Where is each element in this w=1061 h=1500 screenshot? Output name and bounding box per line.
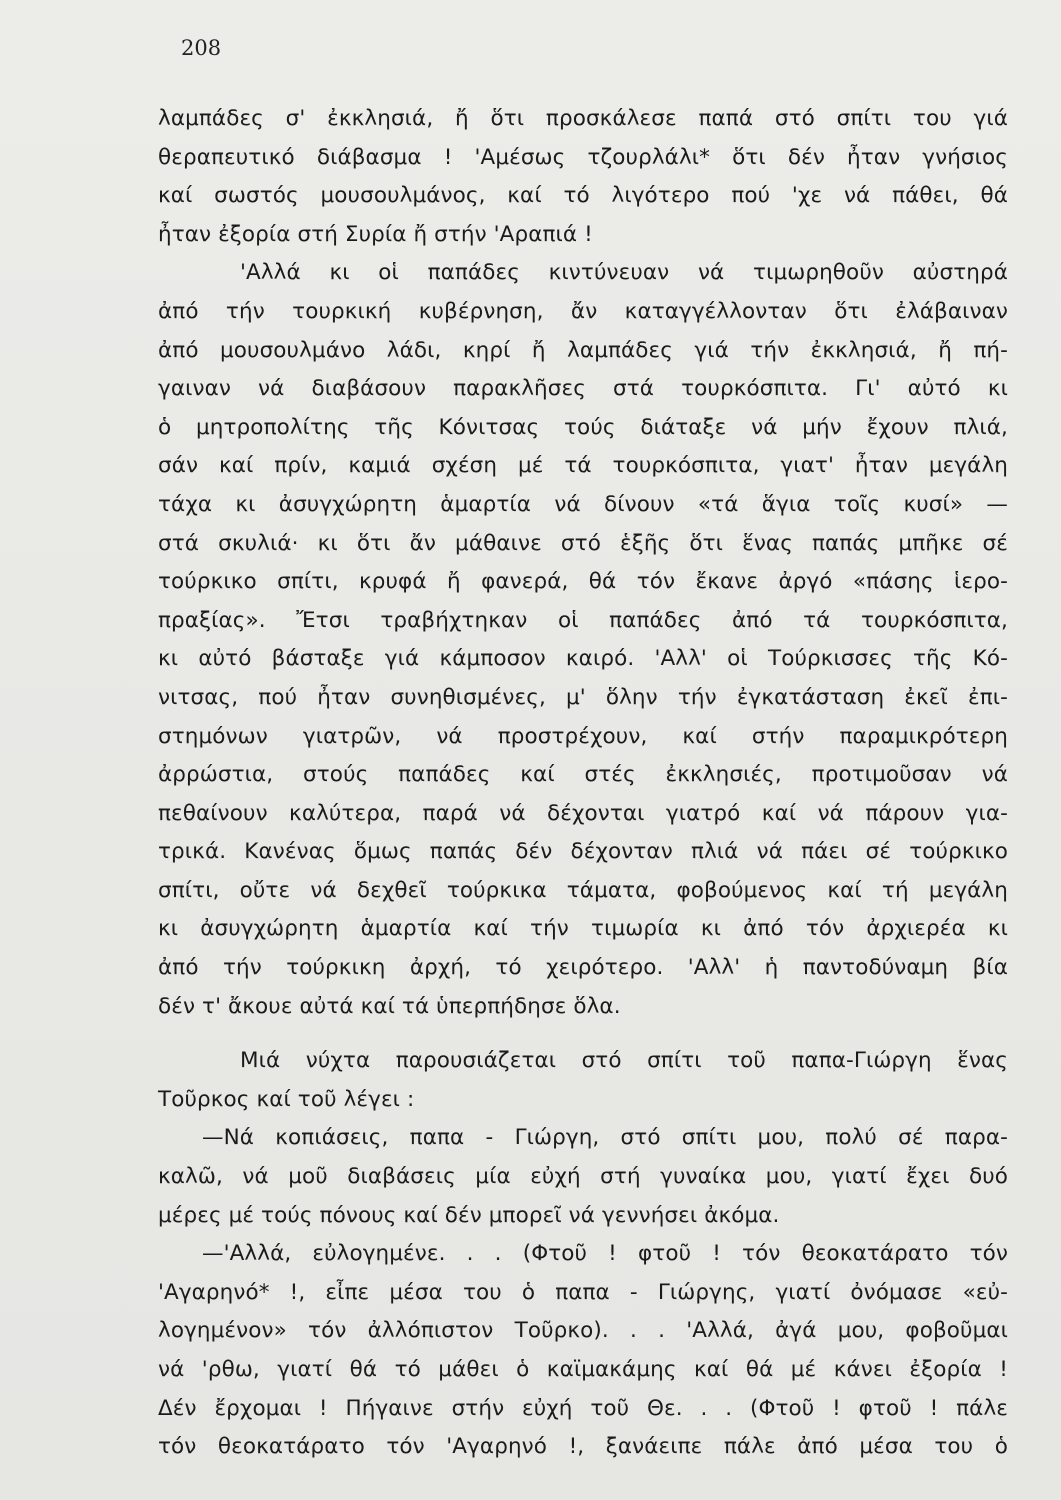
- text-line: σάν καί πρίν, καμιά σχέση μέ τά τουρκόσπιτα, γιατ' ἦταν μεγάλη: [158, 453, 1008, 479]
- text-line: νιτσας, πού ἦταν συνηθισμένες, μ' ὅλην τήν ἐγκατάσταση ἐκεῖ ἐπι-: [158, 684, 1008, 710]
- text-line: πραξίας». Ἔτσι τραβήχτηκαν οἱ παπάδες ἀπό τά τουρκόσπιτα,: [158, 607, 1008, 633]
- page-number: 208: [181, 36, 222, 60]
- text-line: καί σωστός μουσουλμάνος, καί τό λιγότερο πού 'χε νά πάθει, θά: [158, 183, 1008, 209]
- paragraph-gap: [158, 1026, 1008, 1042]
- text-line: ὁ μητροπολίτης τῆς Κόνιτσας τούς διάταξε νά μήν ἔχουν πλιά,: [158, 414, 1008, 440]
- text-line: τρικά. Κανένας ὅμως παπάς δέν δέχονταν πλιά νά πάει σέ τούρκικο: [158, 839, 1008, 865]
- dialogue-line: τόν θεοκατάρατο τόν 'Αγαρηνό !, ξανάειπε πάλε ἀπό μέσα του ὁ: [158, 1434, 1008, 1460]
- text-line: θεραπευτικό διάβασμα ! 'Αμέσως τζουρλάλι* ὅτι δέν ἦταν γνήσιος: [158, 144, 1008, 170]
- text-line: στημόνων γιατρῶν, νά προστρέχουν, καί στήν παραμικρότερη: [158, 723, 1008, 749]
- text-line: ἦταν ἐξορία στή Συρία ἤ στήν 'Αραπιά !: [158, 221, 593, 247]
- text-line: τούρκικο σπίτι, κρυφά ἤ φανερά, θά τόν ἔκανε ἀργό «πάσης ἱερο-: [158, 569, 1008, 595]
- dialogue-line: λογημένον» τόν ἀλλόπιστον Τοῦρκο). . . 'Αλλά, ἀγά μου, φοβοῦμαι: [158, 1318, 1008, 1344]
- dialogue-line: καλῶ, νά μοῦ διαβάσεις μία εὐχή στή γυναίκα μου, γιατί ἔχει δυό: [158, 1164, 1008, 1190]
- text-line: κι αὐτό βάσταξε γιά κάμποσον καιρό. 'Αλλ' οἱ Τούρκισσες τῆς Κό-: [158, 646, 1008, 672]
- text-line: λαμπάδες σ' ἐκκλησιά, ἤ ὅτι προσκάλεσε παπά στό σπίτι του γιά: [158, 106, 1008, 131]
- text-line: δέν τ' ἄκουε αὐτά καί τά ὑπερπήδησε ὅλα.: [158, 993, 621, 1019]
- text-line: κι ἀσυγχώρητη ἁμαρτία καί τήν τιμωρία κι ἀπό τόν ἀρχιερέα κι: [158, 916, 1008, 942]
- dialogue-line: μέρες μέ τούς πόνους καί δέν μπορεῖ νά γεννήσει ἀκόμα.: [158, 1202, 780, 1228]
- text-line: πεθαίνουν καλύτερα, παρά νά δέχονται γιατρό καί νά πάρουν για-: [158, 800, 1008, 826]
- text-line: σπίτι, οὔτε νά δεχθεῖ τούρκικα τάματα, φοβούμενος καί τή μεγάλη: [158, 877, 1008, 903]
- dialogue-line: —'Αλλά, εὐλογημένε. . . (Φτοῦ ! φτοῦ ! τόν θεοκατάρατο τόν: [202, 1241, 1008, 1267]
- text-line: τάχα κι ἀσυγχώρητη ἁμαρτία νά δίνουν «τά ἅγια τοῖς κυσί» —: [158, 491, 1008, 517]
- text-line: Τοῦρκος καί τοῦ λέγει :: [158, 1086, 415, 1112]
- text-line: στά σκυλιά· κι ὅτι ἄν μάθαινε στό ἑξῆς ὅτι ἕνας παπάς μπῆκε σέ: [158, 530, 1008, 556]
- text-line: ἀρρώστια, στούς παπάδες καί στές ἐκκλησιές, προτιμοῦσαν νά: [158, 762, 1008, 788]
- text-line: Μιά νύχτα παρουσιάζεται στό σπίτι τοῦ παπα-Γιώργη ἕνας: [240, 1048, 1008, 1074]
- dialogue-line: Δέν ἔρχομαι ! Πήγαινε στήν εὐχή τοῦ Θε. . . (Φτοῦ ! φτοῦ ! πάλε: [158, 1395, 1008, 1421]
- text-line: ἀπό τήν τουρκική κυβέρνηση, ἄν καταγγέλλονταν ὅτι ἐλάβαιναν: [158, 298, 1008, 324]
- dialogue-line: νά 'ρθω, γιατί θά τό μάθει ὁ καϊμακάμης καί θά μέ κάνει ἐξορία !: [158, 1357, 1008, 1382]
- dialogue-line: —Νά κοπιάσεις, παπα - Γιώργη, στό σπίτι μου, πολύ σέ παρα-: [202, 1125, 1008, 1151]
- text-line: ἀπό μουσουλμάνο λάδι, κηρί ἤ λαμπάδες γιά τήν ἐκκλησιά, ἤ πή-: [158, 337, 1008, 363]
- body-text: [158, 100, 1008, 1467]
- text-line: ἀπό τήν τούρκικη ἀρχή, τό χειρότερο. 'Αλλ' ἡ παντοδύναμη βία: [158, 955, 1008, 981]
- text-line: γαιναν νά διαβάσουν παρακλῆσες στά τουρκόσπιτα. Γι' αὐτό κι: [158, 376, 1008, 402]
- text-line: 'Αλλά κι οἱ παπάδες κιντύνευαν νά τιμωρηθοῦν αὐστηρά: [240, 260, 1008, 286]
- dialogue-line: 'Αγαρηνό* !, εἶπε μέσα του ὁ παπα - Γιώργης, γιατί ὀνόμασε «εὐ-: [158, 1279, 1008, 1305]
